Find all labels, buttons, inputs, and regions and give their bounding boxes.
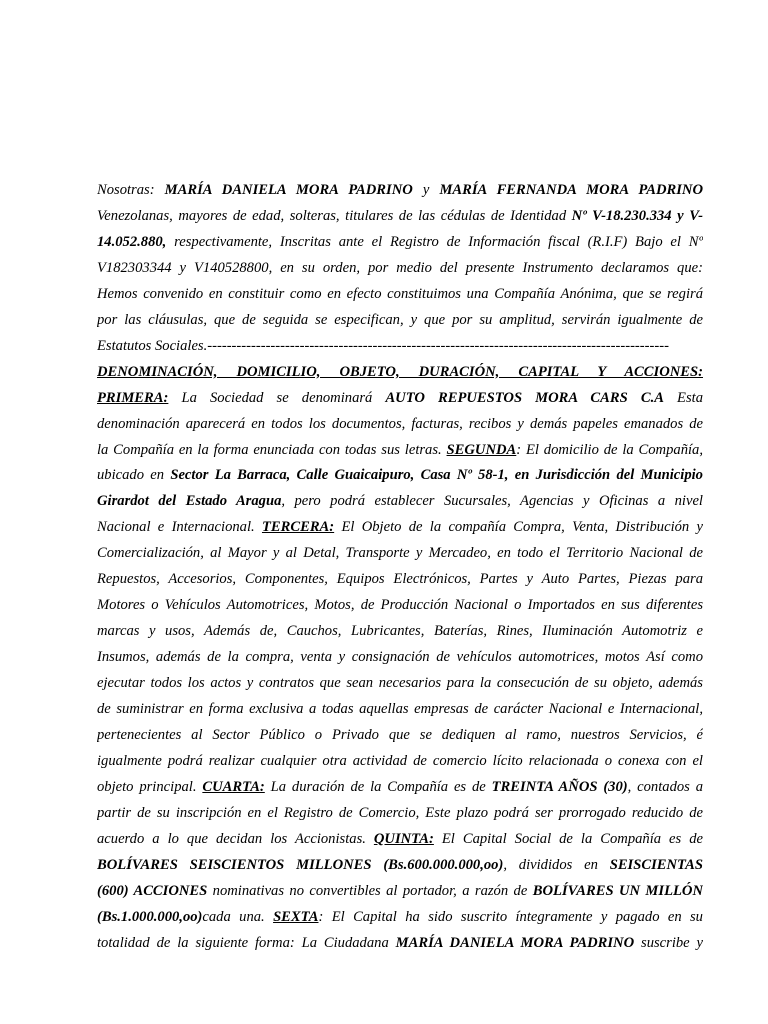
bold-text: TREINTA AÑOS (30)	[491, 778, 628, 795]
text-line	[97, 516, 703, 538]
body-text: , contados a	[627, 778, 703, 795]
body-text: : El Capital ha sido suscrito íntegramente y pagado en su	[318, 908, 703, 925]
bold-text: MARÍA DANIELA MORA PADRINO	[164, 182, 413, 198]
clause-heading: DENOMINACIÓN, DOMICILIO, OBJETO, DURACIÓN, CAPITAL Y ACCIONES:	[97, 363, 703, 380]
bold-text: (600) ACCIONES	[97, 882, 208, 899]
body-text: V182303344 y V140528800, en su orden, por medio del presente Instrumento declaramos que:	[97, 259, 703, 276]
text-line	[97, 776, 703, 798]
text-line	[97, 854, 703, 876]
body-text: Hemos convenido en constituir como en efecto constituimos una Compañía Anónima, que se regirá	[97, 285, 703, 302]
body-text: : El domicilio de la Compañía,	[516, 441, 703, 458]
text-line	[97, 620, 703, 642]
body-text: Repuestos, Accesorios, Componentes, Equipos Electrónicos, Partes y Auto Partes, Piezas para	[97, 571, 703, 588]
body-text: partir de su inscripción en el Registro de Comercio, Este plazo podrá ser prorrogado reducido de	[97, 804, 703, 821]
body-text: Venezolanas, mayores de edad, solteras, titulares de las cédulas de Identidad	[97, 207, 572, 224]
body-text: totalidad de la siguiente forma: La Ciudadana	[97, 934, 396, 951]
text-line	[97, 802, 703, 824]
body-text: ubicado en	[97, 467, 171, 484]
bold-text: BOLÍVARES UN MILLÓN	[532, 882, 703, 899]
text-line	[97, 231, 703, 253]
body-text: Esta	[663, 389, 703, 406]
body-text: cada una.	[202, 908, 274, 925]
bold-text: 14.052.880,	[97, 233, 167, 250]
body-text: respectivamente, Inscritas ante el Registro de Información fiscal (R.I.F) Bajo el Nº	[166, 233, 703, 250]
bold-text: Sector La Barraca, Calle Guaicaipuro, Casa Nº 58-1, en Jurisdicción del Municipio	[170, 467, 703, 484]
body-text: ejecutar todos los actos y contratos que sean necesarios para la consecución de su objeto, además	[97, 675, 703, 692]
clause-heading: PRIMERA:	[97, 389, 169, 406]
bold-text: SEISCIENTAS	[609, 856, 703, 873]
text-line	[97, 568, 703, 590]
body-text: acuerdo a lo que decidan los Accionistas.	[97, 830, 374, 847]
body-text: , divididos en	[503, 856, 610, 873]
text-line	[97, 594, 703, 616]
body-text: Motores o Vehículos Automotrices, Motos, de Producción Nacional o Importados en sus diferentes	[97, 597, 703, 614]
text-line	[97, 439, 703, 461]
body-text: por las cláusulas, que de seguida se especifican, y que por su amplitud, servirán igualmente de	[97, 311, 703, 328]
body-text: La Sociedad se denominará	[168, 389, 386, 406]
text-line	[97, 283, 703, 305]
body-text: Insumos, además de la compra, venta y consignación de vehículos automotrices, motos Así como	[97, 649, 703, 666]
body-text: El Capital Social de la Compañía es de	[433, 830, 703, 847]
text-line	[97, 932, 703, 954]
bold-text: MARÍA FERNANDA MORA PADRINO	[439, 182, 703, 198]
text-line	[97, 750, 703, 772]
clause-heading: TERCERA:	[261, 519, 335, 536]
body-text: nominativas no convertibles al portador, a razón de	[207, 882, 533, 899]
clause-heading: QUINTA:	[373, 830, 434, 847]
clause-heading: CUARTA:	[202, 778, 265, 795]
body-text: pertenecientes al Sector Público o Privado que se dediquen al ramo, nuestros Servicios, é	[97, 726, 703, 743]
text-line	[97, 490, 703, 512]
text-line	[97, 646, 703, 668]
body-text: la Compañía en la forma enunciada con todas sus letras.	[97, 441, 447, 458]
text-line	[97, 724, 703, 746]
text-line	[97, 361, 703, 383]
body-text: igualmente podrá realizar cualquier otra actividad de comercio lícito relacionada o conexa con el	[97, 752, 703, 769]
body-text: denominación aparecerá en todos los documentos, facturas, recibos y demás papeles emanados de	[97, 415, 703, 432]
text-line	[97, 309, 703, 331]
text-line	[97, 413, 703, 435]
body-text: de suministrar en forma exclusiva a todas aquellas empresas de carácter Nacional e Internacional,	[97, 701, 703, 717]
text-line	[97, 335, 703, 357]
body-text: Nosotras:	[97, 182, 165, 198]
body-text: Comercialización, al Mayor y al Detal, Transporte y Mercadeo, en todo el Territorio Nacional de	[97, 545, 703, 562]
bold-text: Girardot del Estado Aragua	[97, 493, 282, 510]
bold-text: BOLÍVARES SEISCIENTOS MILLONES (Bs.600.000.000,oo)	[97, 856, 504, 873]
text-line	[97, 698, 703, 720]
body-text: marcas y usos, Además de, Cauchos, Lubricantes, Baterías, Rines, Iluminación Automotriz e	[97, 623, 703, 640]
text-line	[97, 257, 703, 279]
body-text: objeto principal.	[97, 778, 203, 795]
body-text: Estatutos Sociales.-----------------------------------------------------------------------------------------------	[97, 337, 669, 354]
text-line	[97, 205, 703, 227]
text-line	[97, 880, 703, 902]
text-line	[97, 672, 703, 694]
text-line	[97, 387, 703, 409]
bold-text: (Bs.1.000.000,oo)	[97, 908, 203, 925]
body-text: La duración de la Compañía es de	[264, 778, 492, 795]
body-text: , pero podrá establecer Sucursales, Agencias y Oficinas a nivel	[281, 493, 703, 510]
body-text: Nacional e Internacional.	[97, 519, 262, 536]
body-text: y	[412, 182, 440, 198]
text-line	[97, 542, 703, 564]
body-text: suscribe y	[634, 934, 703, 951]
text-line	[97, 464, 703, 486]
bold-text: AUTO REPUESTOS MORA CARS C.A	[385, 389, 664, 406]
bold-text: Nº V-18.230.334 y V-	[571, 207, 703, 224]
text-line	[97, 906, 703, 928]
body-text: El Objeto de la compañía Compra, Venta, Distribución y	[334, 519, 703, 536]
bold-text: MARÍA DANIELA MORA PADRINO	[395, 934, 635, 951]
clause-heading: SEGUNDA	[446, 441, 517, 458]
clause-heading: SEXTA	[273, 908, 319, 925]
text-line	[97, 828, 703, 850]
text-line	[97, 179, 703, 201]
